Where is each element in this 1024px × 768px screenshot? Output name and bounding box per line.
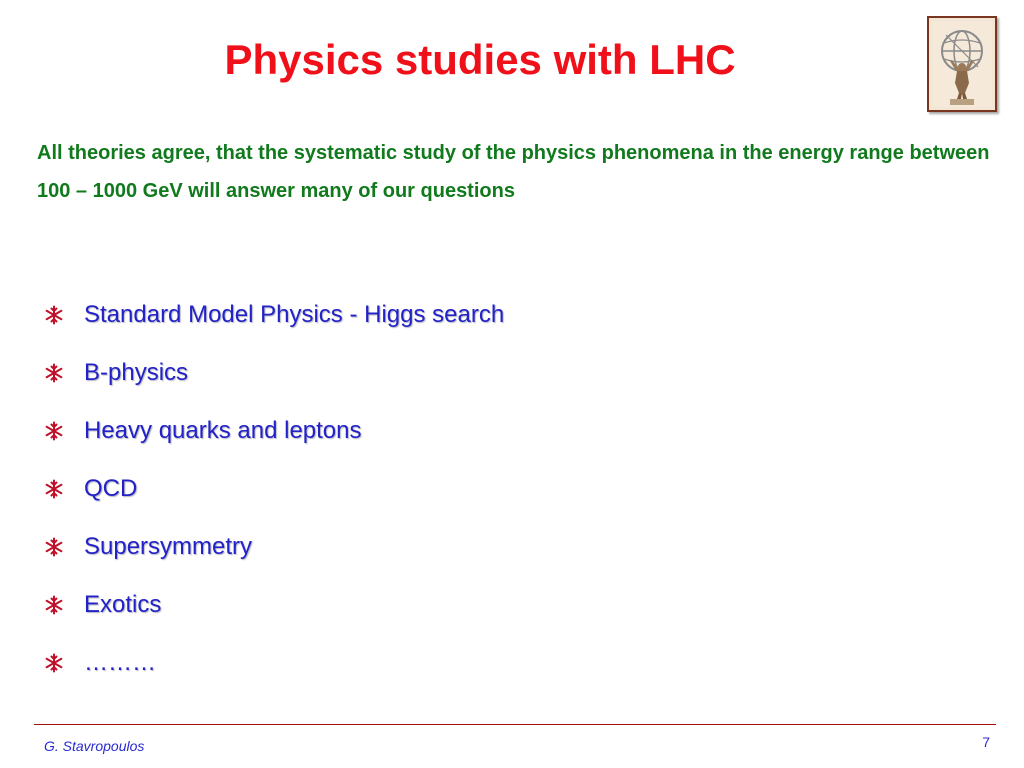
snowflake-icon bbox=[44, 305, 64, 325]
snowflake-icon bbox=[44, 653, 64, 673]
bullet-text: Exotics bbox=[84, 591, 162, 618]
list-item bbox=[44, 286, 504, 344]
bullet-text: B-physics bbox=[84, 359, 189, 386]
bullet-text: QCD bbox=[84, 475, 138, 502]
snowflake-icon bbox=[44, 537, 64, 557]
list-item bbox=[44, 576, 504, 634]
list-item bbox=[44, 344, 504, 402]
bullet-list bbox=[44, 286, 504, 692]
snowflake-icon bbox=[44, 479, 64, 499]
footer-author: G. Stavropoulos bbox=[44, 738, 145, 754]
list-item bbox=[44, 402, 504, 460]
bullet-text: Standard Model Physics - Higgs search bbox=[84, 301, 505, 328]
atlas-statue-icon bbox=[932, 21, 992, 107]
bullet-text: ……… bbox=[84, 649, 156, 676]
slide-title: Physics studies with LHC bbox=[224, 36, 736, 83]
snowflake-icon bbox=[44, 363, 64, 383]
page-number: 7 bbox=[982, 734, 990, 750]
snowflake-icon bbox=[44, 421, 64, 441]
list-item bbox=[44, 460, 504, 518]
list-item bbox=[44, 634, 504, 692]
snowflake-icon bbox=[44, 595, 64, 615]
footer-divider bbox=[34, 724, 996, 725]
bullet-text: Supersymmetry bbox=[84, 533, 253, 560]
list-item bbox=[44, 518, 504, 576]
atlas-logo bbox=[927, 16, 997, 112]
bullet-text: Heavy quarks and leptons bbox=[84, 417, 362, 444]
intro-text: All theories agree, that the systematic study of the physics phenomena in the energy range between 100 – 1000 GeV will answer many of our questions bbox=[37, 142, 990, 202]
